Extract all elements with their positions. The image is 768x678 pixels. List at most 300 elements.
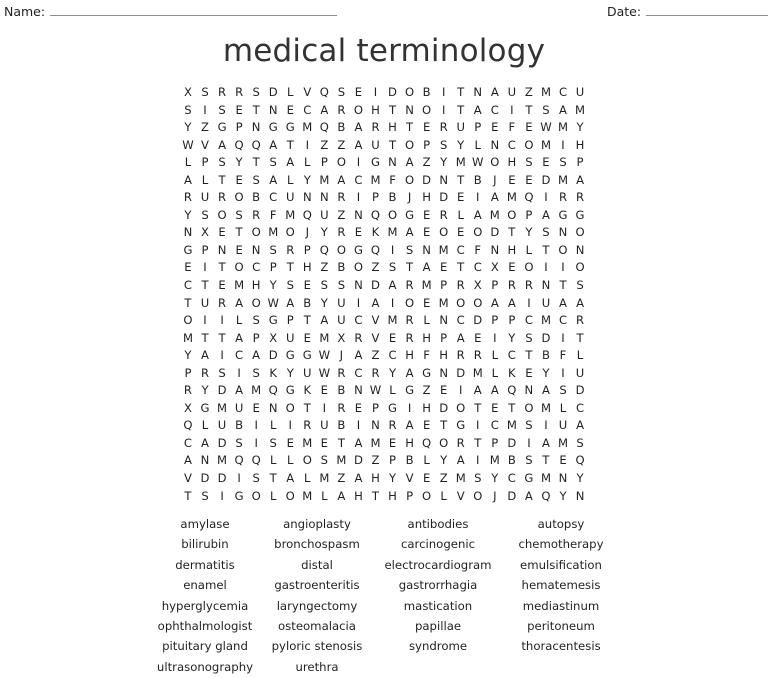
- grid-cell[interactable]: I: [561, 137, 565, 152]
- grid-cell[interactable]: E: [422, 418, 431, 433]
- grid-cell[interactable]: D: [217, 471, 227, 486]
- grid-cell[interactable]: Y: [201, 383, 209, 398]
- grid-cell[interactable]: U: [200, 190, 210, 205]
- grid-cell[interactable]: N: [575, 488, 585, 503]
- grid-cell[interactable]: Z: [371, 453, 380, 468]
- grid-cell[interactable]: O: [285, 400, 295, 415]
- grid-cell[interactable]: C: [303, 102, 312, 117]
- grid-cell[interactable]: B: [235, 418, 244, 433]
- grid-cell[interactable]: I: [476, 190, 480, 205]
- grid-cell[interactable]: N: [354, 383, 363, 398]
- grid-cell[interactable]: Z: [371, 260, 380, 275]
- grid-cell[interactable]: N: [388, 155, 397, 170]
- grid-cell[interactable]: Q: [302, 207, 312, 222]
- grid-cell[interactable]: N: [439, 365, 448, 380]
- grid-cell[interactable]: L: [525, 242, 533, 257]
- grid-cell[interactable]: Y: [525, 225, 533, 240]
- grid-cell[interactable]: H: [405, 435, 414, 450]
- grid-cell[interactable]: E: [286, 435, 294, 450]
- grid-cell[interactable]: V: [371, 330, 380, 345]
- grid-cell[interactable]: L: [201, 418, 209, 433]
- grid-cell[interactable]: Y: [388, 471, 397, 486]
- grid-cell[interactable]: M: [370, 435, 381, 450]
- grid-cell[interactable]: F: [423, 348, 430, 363]
- grid-cell[interactable]: E: [422, 295, 431, 310]
- grid-cell[interactable]: C: [456, 242, 465, 257]
- grid-cell[interactable]: U: [285, 190, 295, 205]
- grid-cell[interactable]: T: [184, 488, 192, 503]
- grid-cell[interactable]: G: [353, 242, 363, 257]
- grid-cell[interactable]: E: [235, 172, 243, 187]
- grid-cell[interactable]: C: [490, 418, 499, 433]
- grid-cell[interactable]: H: [422, 330, 431, 345]
- grid-cell[interactable]: A: [507, 295, 516, 310]
- grid-cell[interactable]: C: [558, 85, 568, 99]
- grid-cell[interactable]: O: [336, 242, 346, 257]
- grid-cell[interactable]: S: [525, 418, 533, 433]
- word-list-item[interactable]: syndrome: [408, 639, 468, 654]
- grid-cell[interactable]: M: [540, 471, 551, 486]
- grid-cell[interactable]: A: [405, 365, 414, 380]
- grid-cell[interactable]: D: [507, 488, 517, 503]
- grid-cell[interactable]: T: [252, 102, 260, 117]
- word-list-item[interactable]: autopsy: [537, 517, 585, 531]
- grid-cell[interactable]: O: [575, 225, 585, 240]
- word-list-item[interactable]: bronchospasm: [274, 537, 360, 552]
- grid-cell[interactable]: Y: [184, 348, 192, 363]
- grid-cell[interactable]: Y: [576, 120, 584, 135]
- grid-cell[interactable]: R: [371, 120, 380, 135]
- grid-cell[interactable]: G: [388, 400, 398, 415]
- grid-cell[interactable]: O: [524, 137, 534, 152]
- grid-cell[interactable]: S: [286, 278, 294, 293]
- grid-cell[interactable]: H: [388, 488, 397, 503]
- grid-cell[interactable]: P: [235, 120, 243, 135]
- grid-cell[interactable]: I: [220, 313, 224, 328]
- grid-cell[interactable]: R: [303, 418, 312, 433]
- grid-cell[interactable]: M: [387, 225, 398, 240]
- grid-cell[interactable]: I: [459, 383, 463, 398]
- grid-cell[interactable]: A: [286, 155, 295, 170]
- grid-cell[interactable]: A: [559, 102, 567, 117]
- grid-cell[interactable]: K: [303, 383, 312, 398]
- grid-cell[interactable]: N: [354, 207, 363, 222]
- grid-cell[interactable]: P: [576, 155, 584, 170]
- grid-cell[interactable]: P: [252, 330, 260, 345]
- grid-cell[interactable]: S: [201, 85, 209, 99]
- grid-cell[interactable]: Z: [337, 137, 346, 152]
- grid-cell[interactable]: E: [388, 330, 397, 345]
- grid-cell[interactable]: T: [235, 225, 243, 240]
- grid-cell[interactable]: S: [542, 102, 550, 117]
- grid-cell[interactable]: I: [305, 137, 309, 152]
- grid-cell[interactable]: A: [576, 172, 584, 187]
- grid-cell[interactable]: D: [575, 383, 585, 398]
- grid-cell[interactable]: Z: [371, 348, 380, 363]
- grid-cell[interactable]: P: [286, 313, 294, 328]
- grid-cell[interactable]: P: [303, 242, 311, 257]
- grid-cell[interactable]: E: [354, 225, 363, 240]
- grid-cell[interactable]: I: [254, 435, 258, 450]
- grid-cell[interactable]: Q: [251, 137, 261, 152]
- grid-cell[interactable]: I: [356, 295, 361, 310]
- grid-cell[interactable]: A: [201, 435, 209, 450]
- grid-cell[interactable]: Z: [337, 471, 346, 486]
- grid-cell[interactable]: O: [422, 102, 432, 117]
- grid-cell[interactable]: A: [201, 348, 209, 363]
- grid-cell[interactable]: G: [285, 383, 295, 398]
- grid-cell[interactable]: A: [286, 471, 295, 486]
- name-write-in-line[interactable]: [50, 4, 337, 16]
- grid-cell[interactable]: E: [422, 207, 431, 222]
- grid-cell[interactable]: O: [285, 488, 295, 503]
- grid-cell[interactable]: L: [491, 365, 499, 380]
- grid-cell[interactable]: Z: [201, 120, 209, 135]
- grid-cell[interactable]: V: [303, 85, 312, 99]
- grid-cell[interactable]: L: [423, 313, 430, 328]
- grid-cell[interactable]: G: [217, 120, 227, 135]
- grid-cell[interactable]: H: [405, 348, 414, 363]
- grid-cell[interactable]: E: [218, 225, 226, 240]
- grid-cell[interactable]: V: [371, 313, 380, 328]
- grid-cell[interactable]: D: [422, 172, 432, 187]
- grid-cell[interactable]: R: [371, 365, 380, 380]
- grid-cell[interactable]: O: [405, 172, 415, 187]
- grid-cell[interactable]: M: [557, 120, 568, 135]
- grid-cell[interactable]: R: [337, 190, 346, 205]
- word-list-item[interactable]: electrocardiogram: [384, 557, 492, 572]
- grid-cell[interactable]: I: [493, 330, 497, 345]
- grid-cell[interactable]: T: [542, 453, 550, 468]
- grid-cell[interactable]: D: [268, 348, 278, 363]
- word-list-item[interactable]: osteomalacia: [278, 619, 356, 634]
- word-list-item[interactable]: ultrasonography: [156, 659, 254, 674]
- grid-cell[interactable]: G: [405, 207, 415, 222]
- grid-cell[interactable]: S: [252, 85, 260, 99]
- grid-cell[interactable]: E: [218, 278, 226, 293]
- grid-cell[interactable]: K: [269, 365, 277, 380]
- grid-cell[interactable]: T: [559, 278, 567, 293]
- grid-cell[interactable]: E: [320, 435, 328, 450]
- grid-cell[interactable]: V: [405, 471, 414, 486]
- grid-cell[interactable]: G: [200, 400, 210, 415]
- grid-cell[interactable]: Y: [235, 155, 243, 170]
- grid-cell[interactable]: S: [235, 435, 243, 450]
- grid-cell[interactable]: O: [251, 295, 261, 310]
- grid-cell[interactable]: M: [540, 85, 551, 99]
- grid-cell[interactable]: P: [201, 155, 209, 170]
- grid-cell[interactable]: O: [217, 207, 227, 222]
- grid-cell[interactable]: M: [302, 120, 313, 135]
- word-list-item[interactable]: hyperglycemia: [161, 598, 249, 613]
- grid-cell[interactable]: A: [473, 102, 482, 117]
- grid-cell[interactable]: R: [456, 435, 465, 450]
- grid-cell[interactable]: R: [405, 330, 414, 345]
- word-list-item[interactable]: mediastinum: [522, 598, 600, 613]
- grid-cell[interactable]: R: [286, 242, 295, 257]
- grid-cell[interactable]: I: [203, 102, 207, 117]
- grid-cell[interactable]: R: [337, 102, 346, 117]
- grid-cell[interactable]: X: [201, 225, 209, 240]
- grid-cell[interactable]: R: [507, 278, 516, 293]
- grid-cell[interactable]: Y: [320, 225, 328, 240]
- grid-cell[interactable]: A: [235, 330, 244, 345]
- grid-cell[interactable]: E: [457, 190, 465, 205]
- grid-cell[interactable]: A: [576, 295, 584, 310]
- grid-cell[interactable]: S: [559, 383, 567, 398]
- grid-cell[interactable]: W: [182, 137, 194, 152]
- grid-cell[interactable]: N: [490, 137, 500, 152]
- grid-cell[interactable]: S: [320, 453, 329, 468]
- grid-cell[interactable]: A: [286, 295, 295, 310]
- grid-cell[interactable]: A: [559, 295, 567, 310]
- grid-cell[interactable]: P: [491, 435, 499, 450]
- grid-cell[interactable]: I: [237, 365, 241, 380]
- grid-cell[interactable]: Y: [508, 330, 516, 345]
- grid-cell[interactable]: M: [251, 383, 262, 398]
- grid-cell[interactable]: T: [269, 471, 277, 486]
- grid-cell[interactable]: G: [524, 471, 534, 486]
- grid-cell[interactable]: O: [439, 225, 449, 240]
- grid-cell[interactable]: U: [541, 295, 551, 310]
- grid-cell[interactable]: Q: [541, 488, 551, 503]
- grid-cell[interactable]: I: [356, 155, 361, 170]
- grid-cell[interactable]: R: [183, 190, 192, 205]
- grid-cell[interactable]: E: [354, 400, 363, 415]
- grid-cell[interactable]: S: [542, 225, 550, 240]
- grid-cell[interactable]: U: [337, 295, 346, 310]
- grid-cell[interactable]: H: [422, 400, 431, 415]
- grid-cell[interactable]: M: [438, 242, 449, 257]
- grid-cell[interactable]: U: [575, 85, 585, 99]
- grid-cell[interactable]: L: [474, 137, 481, 152]
- grid-cell[interactable]: E: [388, 435, 397, 450]
- grid-cell[interactable]: U: [320, 207, 329, 222]
- grid-cell[interactable]: L: [269, 488, 277, 503]
- grid-cell[interactable]: T: [542, 242, 550, 257]
- grid-cell[interactable]: T: [286, 260, 294, 275]
- grid-cell[interactable]: J: [407, 190, 412, 205]
- grid-cell[interactable]: O: [234, 260, 244, 275]
- grid-cell[interactable]: R: [337, 400, 346, 415]
- grid-cell[interactable]: J: [305, 225, 309, 240]
- grid-cell[interactable]: D: [439, 190, 449, 205]
- grid-cell[interactable]: N: [354, 278, 363, 293]
- grid-cell[interactable]: E: [559, 453, 567, 468]
- grid-cell[interactable]: C: [354, 365, 363, 380]
- grid-cell[interactable]: A: [524, 488, 533, 503]
- grid-cell[interactable]: A: [235, 295, 244, 310]
- grid-cell[interactable]: W: [267, 295, 279, 310]
- grid-cell[interactable]: Q: [319, 85, 329, 99]
- grid-cell[interactable]: E: [184, 260, 192, 275]
- grid-cell[interactable]: P: [269, 260, 277, 275]
- grid-cell[interactable]: Y: [388, 365, 397, 380]
- grid-cell[interactable]: Q: [268, 383, 278, 398]
- grid-cell[interactable]: I: [203, 313, 207, 328]
- grid-cell[interactable]: F: [474, 242, 482, 257]
- grid-cell[interactable]: O: [405, 137, 415, 152]
- grid-cell[interactable]: Z: [337, 207, 346, 222]
- grid-cell[interactable]: F: [508, 120, 516, 135]
- grid-cell[interactable]: S: [576, 278, 584, 293]
- grid-cell[interactable]: W: [318, 365, 331, 380]
- grid-cell[interactable]: L: [457, 207, 464, 222]
- grid-cell[interactable]: H: [507, 155, 517, 170]
- grid-cell[interactable]: R: [354, 330, 363, 345]
- grid-cell[interactable]: O: [456, 295, 466, 310]
- grid-cell[interactable]: H: [251, 278, 261, 293]
- grid-cell[interactable]: M: [506, 190, 517, 205]
- grid-cell[interactable]: A: [473, 383, 482, 398]
- grid-cell[interactable]: G: [234, 488, 244, 503]
- grid-cell[interactable]: A: [337, 172, 346, 187]
- grid-cell[interactable]: T: [371, 488, 380, 503]
- grid-cell[interactable]: V: [201, 137, 209, 152]
- grid-cell[interactable]: L: [184, 155, 192, 170]
- grid-cell[interactable]: N: [575, 242, 585, 257]
- grid-cell[interactable]: Q: [234, 137, 244, 152]
- grid-cell[interactable]: P: [201, 242, 209, 257]
- grid-cell[interactable]: S: [388, 260, 397, 275]
- grid-cell[interactable]: O: [473, 295, 483, 310]
- grid-cell[interactable]: Y: [440, 155, 448, 170]
- grid-cell[interactable]: N: [268, 102, 278, 117]
- grid-cell[interactable]: J: [339, 348, 344, 363]
- grid-cell[interactable]: D: [371, 278, 380, 293]
- grid-cell[interactable]: Y: [269, 278, 277, 293]
- grid-cell[interactable]: N: [473, 85, 483, 99]
- grid-cell[interactable]: P: [406, 488, 414, 503]
- grid-cell[interactable]: O: [285, 225, 295, 240]
- grid-cell[interactable]: T: [457, 85, 465, 99]
- grid-cell[interactable]: N: [541, 278, 551, 293]
- grid-cell[interactable]: M: [217, 400, 228, 415]
- grid-cell[interactable]: C: [252, 260, 261, 275]
- word-list-item[interactable]: urethra: [295, 659, 339, 674]
- grid-cell[interactable]: I: [441, 85, 446, 99]
- grid-cell[interactable]: Z: [524, 85, 533, 99]
- grid-cell[interactable]: C: [269, 190, 278, 205]
- grid-cell[interactable]: B: [337, 418, 346, 433]
- grid-cell[interactable]: K: [371, 225, 380, 240]
- grid-cell[interactable]: O: [524, 400, 534, 415]
- grid-cell[interactable]: S: [201, 488, 209, 503]
- grid-cell[interactable]: O: [405, 85, 415, 99]
- grid-cell[interactable]: D: [200, 471, 210, 486]
- grid-cell[interactable]: Q: [234, 453, 244, 468]
- grid-cell[interactable]: Z: [422, 155, 431, 170]
- grid-cell[interactable]: T: [576, 330, 584, 345]
- grid-cell[interactable]: P: [525, 207, 533, 222]
- grid-cell[interactable]: N: [422, 242, 431, 257]
- grid-cell[interactable]: U: [234, 400, 244, 415]
- grid-cell[interactable]: H: [439, 348, 449, 363]
- grid-cell[interactable]: P: [508, 313, 516, 328]
- grid-cell[interactable]: A: [490, 295, 499, 310]
- grid-cell[interactable]: U: [303, 365, 312, 380]
- grid-cell[interactable]: M: [455, 471, 466, 486]
- grid-cell[interactable]: T: [457, 102, 465, 117]
- grid-cell[interactable]: M: [575, 102, 586, 117]
- grid-cell[interactable]: B: [422, 85, 431, 99]
- word-list-item[interactable]: dermatitis: [175, 557, 235, 572]
- grid-cell[interactable]: G: [370, 155, 380, 170]
- grid-cell[interactable]: S: [269, 435, 277, 450]
- grid-cell[interactable]: R: [235, 85, 244, 99]
- grid-cell[interactable]: U: [507, 85, 517, 99]
- grid-cell[interactable]: Y: [491, 471, 499, 486]
- grid-cell[interactable]: T: [508, 400, 516, 415]
- grid-cell[interactable]: Y: [542, 365, 550, 380]
- grid-cell[interactable]: W: [369, 383, 382, 398]
- grid-cell[interactable]: R: [337, 365, 346, 380]
- grid-cell[interactable]: M: [302, 488, 313, 503]
- grid-cell[interactable]: I: [441, 102, 446, 117]
- word-list-item[interactable]: pyloric stenosis: [271, 639, 363, 654]
- grid-cell[interactable]: B: [337, 120, 346, 135]
- grid-cell[interactable]: L: [440, 488, 447, 503]
- word-list-item[interactable]: bilirubin: [181, 537, 229, 552]
- grid-cell[interactable]: M: [506, 418, 517, 433]
- grid-cell[interactable]: N: [490, 242, 500, 257]
- grid-cell[interactable]: Q: [319, 242, 329, 257]
- grid-cell[interactable]: T: [201, 278, 209, 293]
- grid-cell[interactable]: P: [320, 155, 328, 170]
- grid-cell[interactable]: A: [235, 383, 244, 398]
- grid-cell[interactable]: U: [371, 137, 380, 152]
- grid-cell[interactable]: H: [575, 137, 585, 152]
- grid-cell[interactable]: C: [183, 435, 193, 450]
- grid-cell[interactable]: N: [302, 190, 312, 205]
- grid-cell[interactable]: A: [252, 348, 261, 363]
- grid-cell[interactable]: P: [184, 365, 192, 380]
- grid-cell[interactable]: T: [337, 435, 345, 450]
- grid-cell[interactable]: E: [303, 330, 311, 345]
- grid-cell[interactable]: E: [320, 383, 328, 398]
- grid-cell[interactable]: R: [456, 348, 465, 363]
- grid-cell[interactable]: T: [218, 260, 226, 275]
- grid-cell[interactable]: I: [322, 400, 327, 415]
- grid-cell[interactable]: E: [286, 102, 294, 117]
- grid-cell[interactable]: C: [507, 137, 516, 152]
- grid-cell[interactable]: H: [422, 190, 431, 205]
- grid-cell[interactable]: S: [474, 471, 482, 486]
- grid-cell[interactable]: A: [183, 172, 192, 187]
- grid-cell[interactable]: H: [388, 120, 397, 135]
- grid-cell[interactable]: B: [507, 453, 516, 468]
- word-list-item[interactable]: chemotherapy: [518, 537, 604, 552]
- grid-cell[interactable]: A: [490, 85, 499, 99]
- grid-cell[interactable]: O: [439, 435, 449, 450]
- grid-cell[interactable]: Q: [575, 453, 585, 468]
- grid-cell[interactable]: W: [540, 120, 552, 135]
- grid-cell[interactable]: C: [575, 400, 585, 415]
- grid-cell[interactable]: O: [473, 488, 483, 503]
- grid-cell[interactable]: A: [405, 225, 414, 240]
- grid-cell[interactable]: R: [200, 365, 210, 380]
- grid-cell[interactable]: F: [389, 172, 396, 187]
- grid-cell[interactable]: Q: [183, 418, 193, 433]
- grid-cell[interactable]: C: [183, 278, 193, 293]
- grid-cell[interactable]: A: [473, 207, 482, 222]
- grid-cell[interactable]: J: [493, 172, 497, 187]
- grid-cell[interactable]: Y: [303, 172, 311, 187]
- grid-cell[interactable]: L: [321, 488, 328, 503]
- grid-cell[interactable]: H: [371, 471, 380, 486]
- grid-cell[interactable]: C: [524, 313, 533, 328]
- grid-cell[interactable]: O: [473, 225, 483, 240]
